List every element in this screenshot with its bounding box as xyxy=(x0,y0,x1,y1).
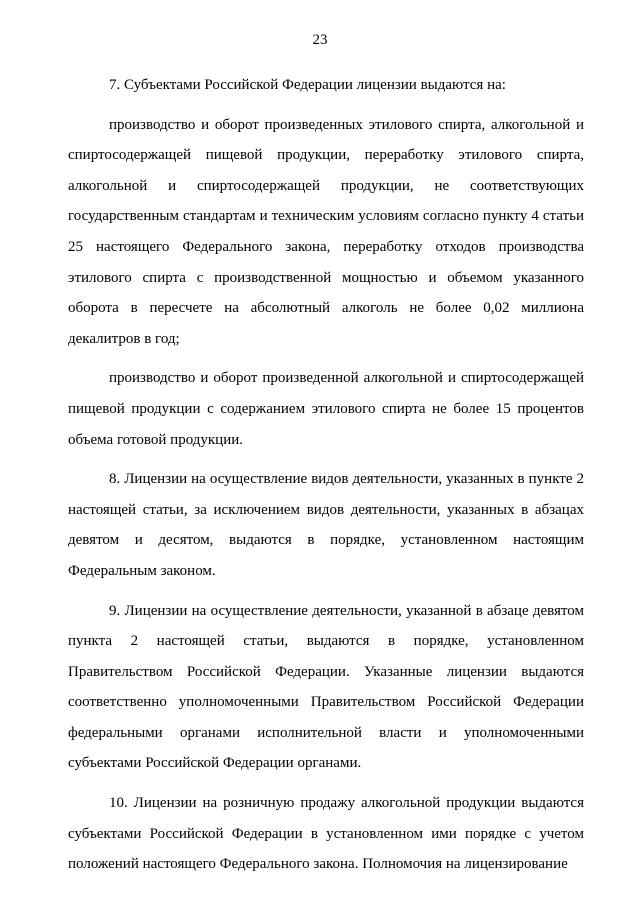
paragraph-8: 8. Лицензии на осуществление видов деятельности, указанных в пункте 2 настоящей статьи, за исключением видов деятельности, указанных в абзацах девятом и десятом, выдаются в порядке, установленном настоящим Федеральным законом. xyxy=(68,471,584,579)
document-body xyxy=(68,70,584,880)
paragraph-7-heading: 7. Субъектами Российской Федерации лицензии выдаются на: xyxy=(109,77,506,93)
page-number: 23 xyxy=(312,32,328,48)
paragraph-10: 10. Лицензии на розничную продажу алкогольной продукции выдаются субъектами Российской Федерации в установленном ими порядке с учетом положений настоящего Федерального закона. Полномочия на лицензирование xyxy=(68,795,584,873)
paragraph-7-item-1: производство и оборот произведенных этилового спирта, алкогольной и спиртосодержащей пищевой продукции, переработку этилового спирта, алкогольной и спиртосодержащей продукции, не соответствующих государственным стандартам и техническим условиям согласно пункту 4 статьи 25 настоящего Федерального закона, переработку отходов производства этилового спирта с производственной мощностью и объемом указанного оборота в пересчете на абсолютный алкоголь не более 0,02 миллиона декалитров в год; xyxy=(68,116,584,347)
paragraph-9: 9. Лицензии на осуществление деятельности, указанной в абзаце девятом пункта 2 настоящей статьи, выдаются в порядке, установленном Правительством Российской Федерации. Указанные лицензии выдаются соответственно уполномоченными Правительством Российской Федерации федеральными органами исполнительной власти и уполномоченными субъектами Российской Федерации органами. xyxy=(68,602,584,772)
paragraph-7-item-2: производство и оборот произведенной алкогольной и спиртосодержащей пищевой продукции с содержанием этилового спирта не более 15 процентов объема готовой продукции. xyxy=(68,370,584,448)
